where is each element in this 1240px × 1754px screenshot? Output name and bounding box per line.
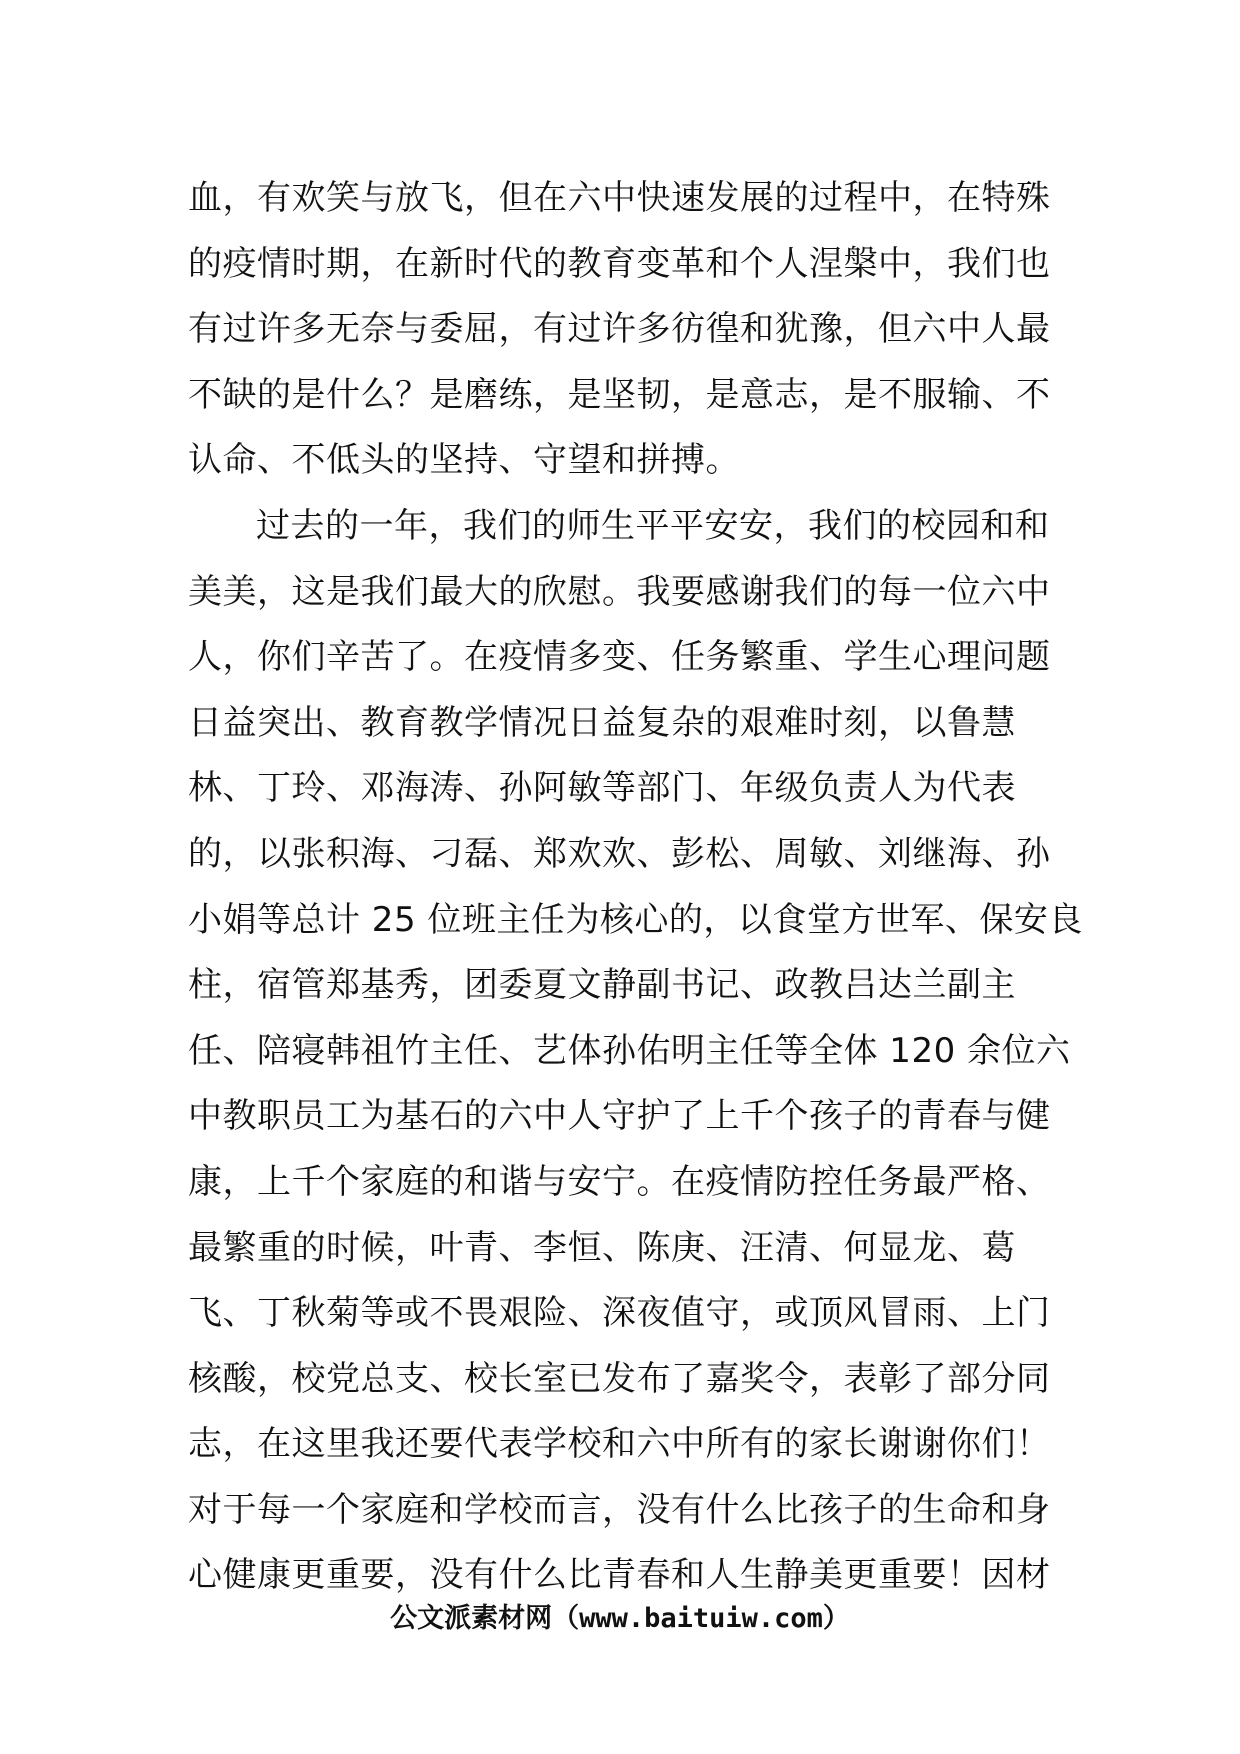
text-line: 对于每一个家庭和学校而言，没有什么比孩子的生命和身 (188, 1489, 1051, 1530)
text-line: 中教职员工为基石的六中人守护了上千个孩子的青春与健 (188, 1096, 1051, 1137)
text-line: 任、陪寝韩祖竹主任、艺体孙佑明主任等全体 120 余位六 (188, 1030, 1071, 1071)
text-line: 飞、丁秋菊等或不畏艰险、深夜值守，或顶风冒雨、上门 (188, 1293, 1051, 1334)
text-line: 认命、不低头的坚持、守望和拼搏。 (188, 440, 740, 481)
footer-watermark-text: 公文派素材网（www.baituiw.com） (390, 1603, 850, 1634)
text-line: 不缺的是什么？是磨练，是坚韧，是意志，是不服输、不 (188, 374, 1051, 415)
text-line: 最繁重的时候，叶青、李恒、陈庚、汪清、何显龙、葛 (188, 1227, 1016, 1268)
text-line: 过去的一年，我们的师生平平安安，我们的校园和和 (256, 505, 1050, 546)
text-line: 美美，这是我们最大的欣慰。我要感谢我们的每一位六中 (188, 571, 1051, 612)
text-line: 志，在这里我还要代表学校和六中所有的家长谢谢你们！ (188, 1424, 1051, 1465)
paragraph-2 (188, 494, 1083, 1609)
text-line: 康，上千个家庭的和谐与安宁。在疫情防控任务最严格、 (188, 1161, 1051, 1202)
text-line: 小娟等总计 25 位班主任为核心的，以食堂方世军、保安良 (188, 899, 1083, 940)
text-line: 人，你们辛苦了。在疫情多变、任务繁重、学生心理问题 (188, 637, 1051, 678)
paragraph-1 (188, 166, 1058, 494)
text-line: 有过许多无奈与委屈，有过许多彷徨和犹豫，但六中人最 (188, 309, 1051, 350)
text-line: 血，有欢笑与放飞，但在六中快速发展的过程中，在特殊 (188, 178, 1051, 218)
text-line: 核酸，校党总支、校长室已发布了嘉奖令，表彰了部分同 (188, 1358, 1051, 1399)
text-line: 心健康更重要，没有什么比青春和人生静美更重要！因材 (188, 1555, 1051, 1596)
body-text (188, 166, 1083, 1609)
text-line: 柱，宿管郑基秀，团委夏文静副书记、政教吕达兰副主 (188, 965, 1016, 1006)
text-line: 林、丁玲、邓海涛、孙阿敏等部门、年级负责人为代表 (188, 768, 1016, 809)
text-line: 的，以张积海、刁磊、郑欢欢、彭松、周敏、刘继海、孙 (188, 833, 1051, 874)
text-line: 日益突出、教育教学情况日益复杂的艰难时刻，以鲁慧 (188, 702, 1016, 743)
text-line: 的疫情时期，在新时代的教育变革和个人涅槃中，我们也 (188, 243, 1051, 284)
